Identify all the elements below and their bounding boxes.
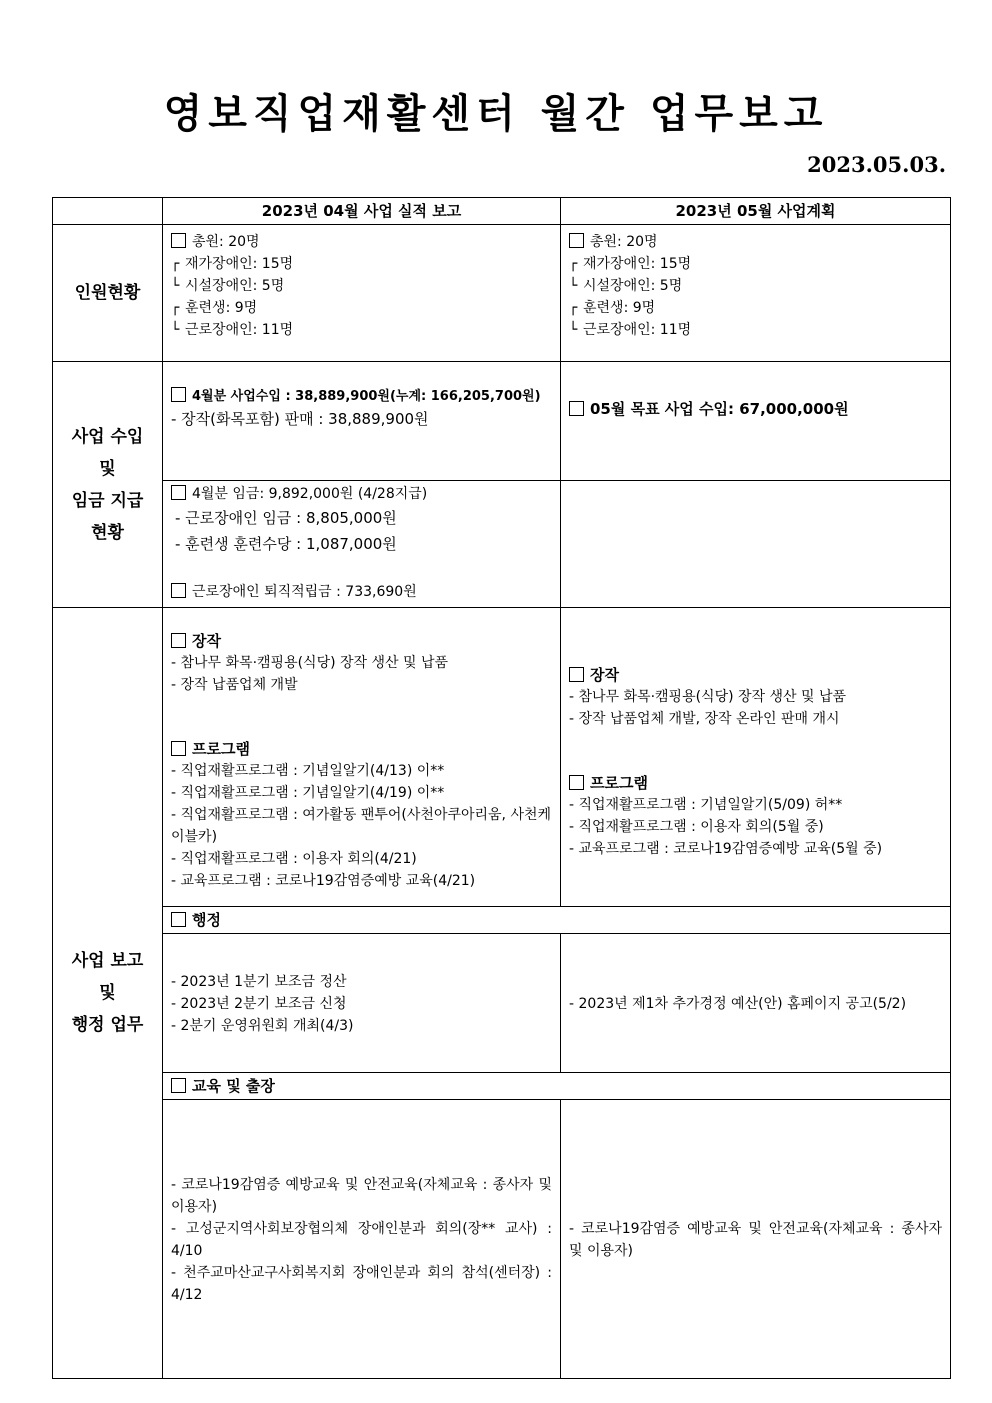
report-edu-item: - 천주교마산교구사회복지회 장애인분과 회의 참석(센터장) : 4/12 (171, 1265, 552, 1303)
business-label-2: 및 (99, 983, 116, 1003)
income-row (53, 362, 951, 481)
income-label-1: 사업 수입 (71, 426, 144, 447)
report-program-item: - 직업재활프로그램 : 이용자 회의(4/21) (171, 851, 417, 867)
edu-title: 교육 및 출장 (192, 1077, 275, 1095)
revenue-title: 4월분 사업수입 : 38,889,900원(누계: 166,205,700원) (192, 389, 541, 404)
revenue-plan-cell (561, 362, 951, 481)
checkbox-icon (171, 485, 186, 500)
income-label-4: 현황 (91, 522, 124, 543)
plan-staff-worker: 근로장애인: 11명 (583, 322, 692, 338)
checkbox-icon (171, 387, 186, 402)
wage-item-1: - 근로장애인 임금 : 8,805,000원 (175, 509, 397, 527)
staff-home-disabled: 재가장애인: 15명 (185, 256, 294, 272)
header-empty-cell (53, 198, 163, 225)
staff-trainee: 훈련생: 9명 (185, 300, 258, 316)
staff-row (53, 225, 951, 362)
checkbox-icon (171, 233, 186, 248)
report-edu-item: - 고성군지역사회보장협의체 장애인분과 회의(장** 교사) : 4/10 (171, 1221, 552, 1259)
wage-item-2: - 훈련생 훈련수당 : 1,087,000원 (175, 535, 397, 553)
bracket-bottom-icon: └ (171, 322, 180, 338)
plan-staff-home-disabled: 재가장애인: 15명 (583, 256, 692, 272)
header-plan: 2023년 05월 사업계획 (561, 198, 951, 225)
business-row-label (53, 608, 163, 1379)
severance: 근로장애인 퇴직적립금 : 733,690원 (192, 584, 417, 600)
header-report: 2023년 04월 사업 실적 보고 (163, 198, 561, 225)
report-table (52, 197, 951, 1379)
staff-facility-disabled: 시설장애인: 5명 (185, 278, 285, 294)
edu-report-cell (163, 1100, 561, 1379)
admin-row (53, 934, 951, 1073)
business-row (53, 608, 951, 907)
bracket-top-icon: ┌ (171, 300, 180, 316)
edu-plan-cell (561, 1100, 951, 1379)
admin-title: 행정 (192, 911, 221, 929)
report-edu-item: - 코로나19감염증 예방교육 및 안전교육(자체교육 : 종사자 및 이용자) (171, 1177, 552, 1215)
report-program-item: - 직업재활프로그램 : 기념일알기(4/13) 이** (171, 763, 445, 779)
business-label-1: 사업 보고 (71, 951, 144, 971)
checkbox-icon (569, 667, 584, 682)
plan-staff-total: 총원: 20명 (590, 234, 658, 250)
income-label-3: 임금 지급 (71, 490, 144, 511)
report-firewood-item: - 참나무 화목·캠핑용(식당) 장작 생산 및 납품 (171, 655, 449, 671)
plan-program-item: - 교육프로그램 : 코로나19감염증예방 교육(5월 중) (569, 841, 883, 857)
checkbox-icon (171, 912, 186, 927)
bracket-bottom-icon: └ (569, 322, 578, 338)
bracket-bottom-icon: └ (171, 278, 180, 294)
staff-plan-cell (561, 225, 951, 362)
plan-firewood-item: - 장작 납품업체 개발, 장작 온라인 판매 개시 (569, 711, 840, 727)
report-date: 2023.05.03. (807, 152, 946, 177)
plan-program-item: - 직업재활프로그램 : 기념일알기(5/09) 허** (569, 797, 843, 813)
staff-row-label: 인원현황 (53, 225, 163, 362)
report-firewood-item: - 장작 납품업체 개발 (171, 677, 298, 693)
report-program-title: 프로그램 (192, 740, 250, 758)
wage-plan-cell (561, 481, 951, 608)
wage-row (53, 481, 951, 608)
plan-admin-item: - 2023년 제1차 추가경정 예산(안) 홈페이지 공고(5/2) (569, 996, 907, 1012)
staff-worker: 근로장애인: 11명 (185, 322, 294, 338)
report-admin-item: - 2023년 2분기 보조금 신청 (171, 996, 347, 1012)
edu-row (53, 1100, 951, 1379)
admin-plan-cell (561, 934, 951, 1073)
edu-section-title (163, 1073, 951, 1100)
bracket-top-icon: ┌ (569, 256, 578, 272)
revenue-report-cell (163, 362, 561, 481)
program-report-cell (163, 608, 561, 907)
report-firewood-title: 장작 (192, 632, 221, 650)
report-program-item: - 교육프로그램 : 코로나19감염증예방 교육(4/21) (171, 873, 476, 889)
header-row (53, 198, 951, 225)
bracket-bottom-icon: └ (569, 278, 578, 294)
business-label-3: 행정 업무 (71, 1015, 144, 1035)
report-program-item: - 직업재활프로그램 : 여가활동 팬투어(사천아쿠아리움, 사천케이블카) (171, 807, 552, 845)
plan-edu-item: - 코로나19감염증 예방교육 및 안전교육(자체교육 : 종사자 및 이용자) (569, 1221, 942, 1259)
admin-report-cell (163, 934, 561, 1073)
bracket-top-icon: ┌ (569, 300, 578, 316)
report-program-item: - 직업재활프로그램 : 기념일알기(4/19) 이** (171, 785, 445, 801)
plan-revenue: 05월 목표 사업 수입: 67,000,000원 (590, 400, 849, 418)
wage-title: 4월분 임금: 9,892,000원 (4/28지급) (192, 486, 428, 502)
report-admin-item: - 2분기 운영위원회 개최(4/3) (171, 1018, 354, 1034)
bracket-top-icon: ┌ (171, 256, 180, 272)
plan-staff-facility-disabled: 시설장애인: 5명 (583, 278, 683, 294)
plan-program-title: 프로그램 (590, 774, 648, 792)
revenue-item: - 장작(화목포함) 판매 : 38,889,900원 (171, 410, 429, 428)
edu-section-row (53, 1073, 951, 1100)
wage-report-cell (163, 481, 561, 608)
checkbox-icon (171, 1078, 186, 1093)
checkbox-icon (171, 633, 186, 648)
staff-total: 총원: 20명 (192, 234, 260, 250)
report-admin-item: - 2023년 1분기 보조금 정산 (171, 974, 347, 990)
checkbox-icon (171, 741, 186, 756)
plan-staff-trainee: 훈련생: 9명 (583, 300, 656, 316)
checkbox-icon (569, 233, 584, 248)
admin-section-title (163, 907, 951, 934)
checkbox-icon (569, 401, 584, 416)
program-plan-cell (561, 608, 951, 907)
checkbox-icon (171, 583, 186, 598)
plan-firewood-item: - 참나무 화목·캠핑용(식당) 장작 생산 및 납품 (569, 689, 847, 705)
page-title: 영보직업재활센터 월간 업무보고 (163, 91, 829, 137)
admin-section-row (53, 907, 951, 934)
checkbox-icon (569, 775, 584, 790)
income-label-2: 및 (99, 458, 116, 479)
income-row-label (53, 362, 163, 608)
plan-program-item: - 직업재활프로그램 : 이용자 회의(5월 중) (569, 819, 824, 835)
staff-report-cell (163, 225, 561, 362)
plan-firewood-title: 장작 (590, 666, 619, 684)
